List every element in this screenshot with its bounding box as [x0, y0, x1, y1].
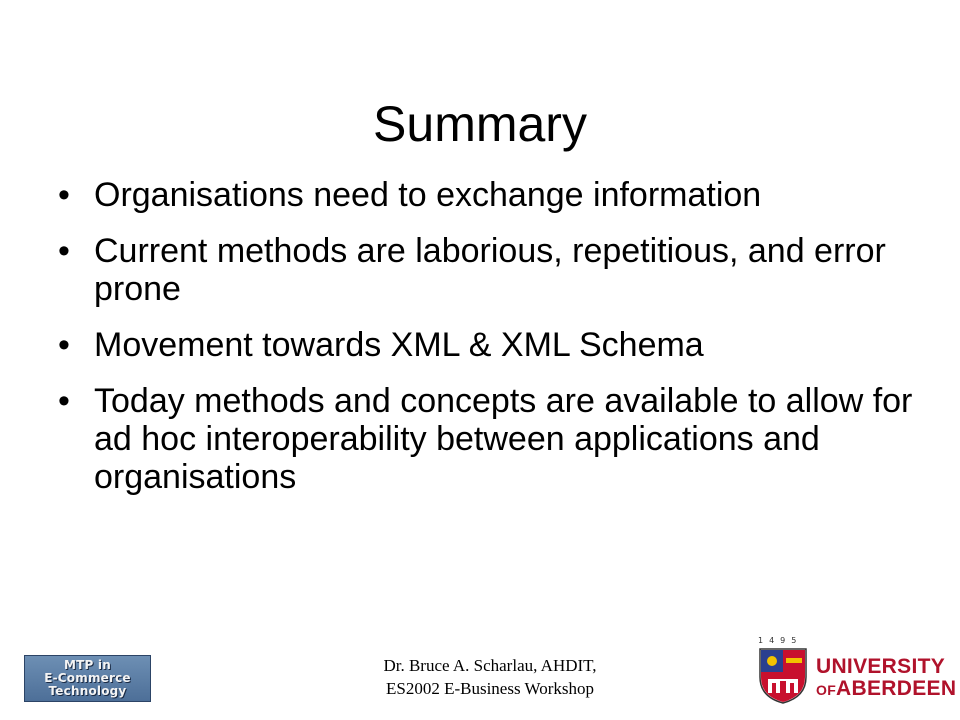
- mtp-logo-line3: Technology: [48, 684, 127, 698]
- university-logo: [758, 636, 957, 708]
- bullet-list: [58, 176, 938, 514]
- bullet-icon: •: [58, 232, 70, 270]
- bullet-icon: •: [58, 382, 70, 420]
- bullet-item: [58, 176, 938, 214]
- crest-icon: [758, 647, 808, 705]
- bullet-text: Today methods and concepts are available to allow for ad hoc interoperability between applications and organisations: [94, 382, 913, 496]
- footer-author: Dr. Bruce A. Scharlau, AHDIT,: [383, 656, 597, 675]
- mtp-logo-line2: E-Commerce: [44, 671, 131, 685]
- bullet-text: Current methods are laborious, repetitious, and error prone: [94, 232, 886, 308]
- mtp-ecommerce-logo: [24, 655, 151, 702]
- bullet-text: Movement towards XML & XML Schema: [94, 326, 704, 364]
- bullet-item: [58, 382, 938, 496]
- bullet-item: [58, 326, 938, 364]
- university-line1: UNIVERSITY: [816, 655, 946, 678]
- bullet-text: Organisations need to exchange information: [94, 176, 762, 214]
- bullet-icon: •: [58, 176, 70, 214]
- university-name: [816, 656, 956, 701]
- footer-credit: [300, 654, 680, 700]
- slide-title: Summary: [373, 96, 587, 152]
- mtp-logo-line1: MTP in: [64, 658, 111, 672]
- founding-year: 1495: [758, 636, 803, 645]
- university-line2: ABERDEEN: [836, 677, 957, 700]
- bullet-item: [58, 232, 938, 308]
- footer-course: ES2002 E-Business Workshop: [386, 679, 594, 698]
- university-of: OF: [816, 682, 837, 698]
- bullet-icon: •: [58, 326, 70, 364]
